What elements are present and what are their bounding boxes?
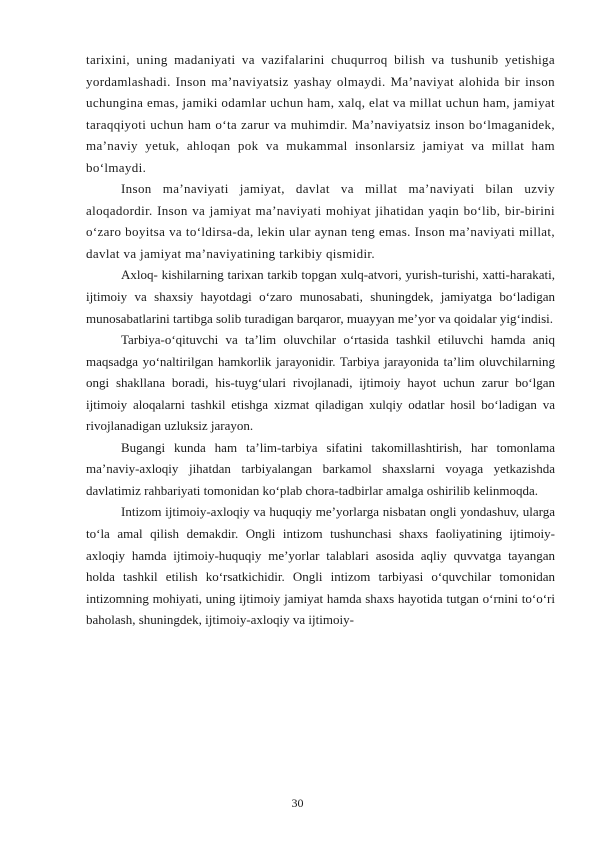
document-body [86,49,555,631]
paragraph-2: Inson ma’naviyati jamiyat, davlat va millat ma’naviyati bilan uzviy aloqadordir. Inson va jamiyat ma’naviyati mohiyat jihatidan yaqin bo‘lib, bir-birini o‘zaro boyitsa va to‘ldirsa-da, lekin ular aynan teng emas. Inson ma’naviyati millat, davlat va jamiyat ma’naviyatining tarkibiy qismidir. [86,181,555,261]
paragraph-5: Bugangi kunda ham ta’lim-tarbiya sifatini takomillashtirish, har tomonlama ma’naviy-axloqiy jihatdan tarbiyalangan barkamol shaxslarni voyaga yetkazishda davlatimiz rahbariyati tomonidan ko‘plab chora-tadbirlar amalga oshirilib kelinmoqda. [86,439,555,498]
paragraph-3: Axloq- kishilarning tarixan tarkib topgan xulq-atvori, yurish-turishi, xatti-harakati, ijtimoiy va shaxsiy hayotdagi o‘zaro munosabati, shuningdek, jamiyatga bo‘ladigan munosabatlarini tartibga solib turadigan barqaror, muayyan me’yor va qoidalar yig‘indisi. [86,267,555,326]
paragraph-1: tarixini, uning madaniyati va vazifalarini chuqurroq bilish va tushunib yetishiga yordamlashadi. Inson ma’naviyatsiz yashay olmaydi. Ma’naviyat alohida bir inson uchungina emas, jamiki odamlar uchun ham, xalq, elat va millat uchun ham, jamiyat taraqqiyoti uchun ham o‘ta zarur va muhimdir. Ma’naviyatsiz inson bo‘lmaganidek, ma’naviy yetuk, ahloqan pok va mukammal insonlarsiz jamiyat va millat ham bo‘lmaydi. [86,52,555,175]
paragraph-4: Tarbiya-o‘qituvchi va ta’lim oluvchilar o‘rtasida tashkil etiluvchi hamda aniq maqsadga yo‘naltirilgan hamkorlik jarayonidir. Tarbiya jarayonida ta’lim oluvchilarning ongi shakllana boradi, his-tuyg‘ulari rivojlanadi, ijtimoiy hayot uchun zarur bo‘lgan ijtimoiy aloqalarni tashkil etishga xizmat qiladigan xulqiy odatlar hosil bo‘ladigan va rivojlanadigan uzluksiz jarayon. [86,332,555,434]
paragraph-6: Intizom ijtimoiy-axloqiy va huquqiy me’yorlarga nisbatan ongli yondashuv, ularga to‘la amal qilish demakdir. Ongli intizom tushunchasi shaxs faoliyatining ijtimoiy-axloqiy hamda ijtimoiy-huquqiy me’yorlar talablari asosida aqliy quvvatga tayangan holda tashkil etilish ko‘rsatkichidir. Ongli intizom tarbiyasi o‘quvchilar tomonidan intizomning mohiyati, uning ijtimoiy jamiyat hamda shaxs hayotida tutgan o‘rnini to‘o‘ri baholash, shuningdek, ijtimoiy-axloqiy va ijtimoiy- [86,504,555,628]
page-number: 30 [291,796,304,810]
